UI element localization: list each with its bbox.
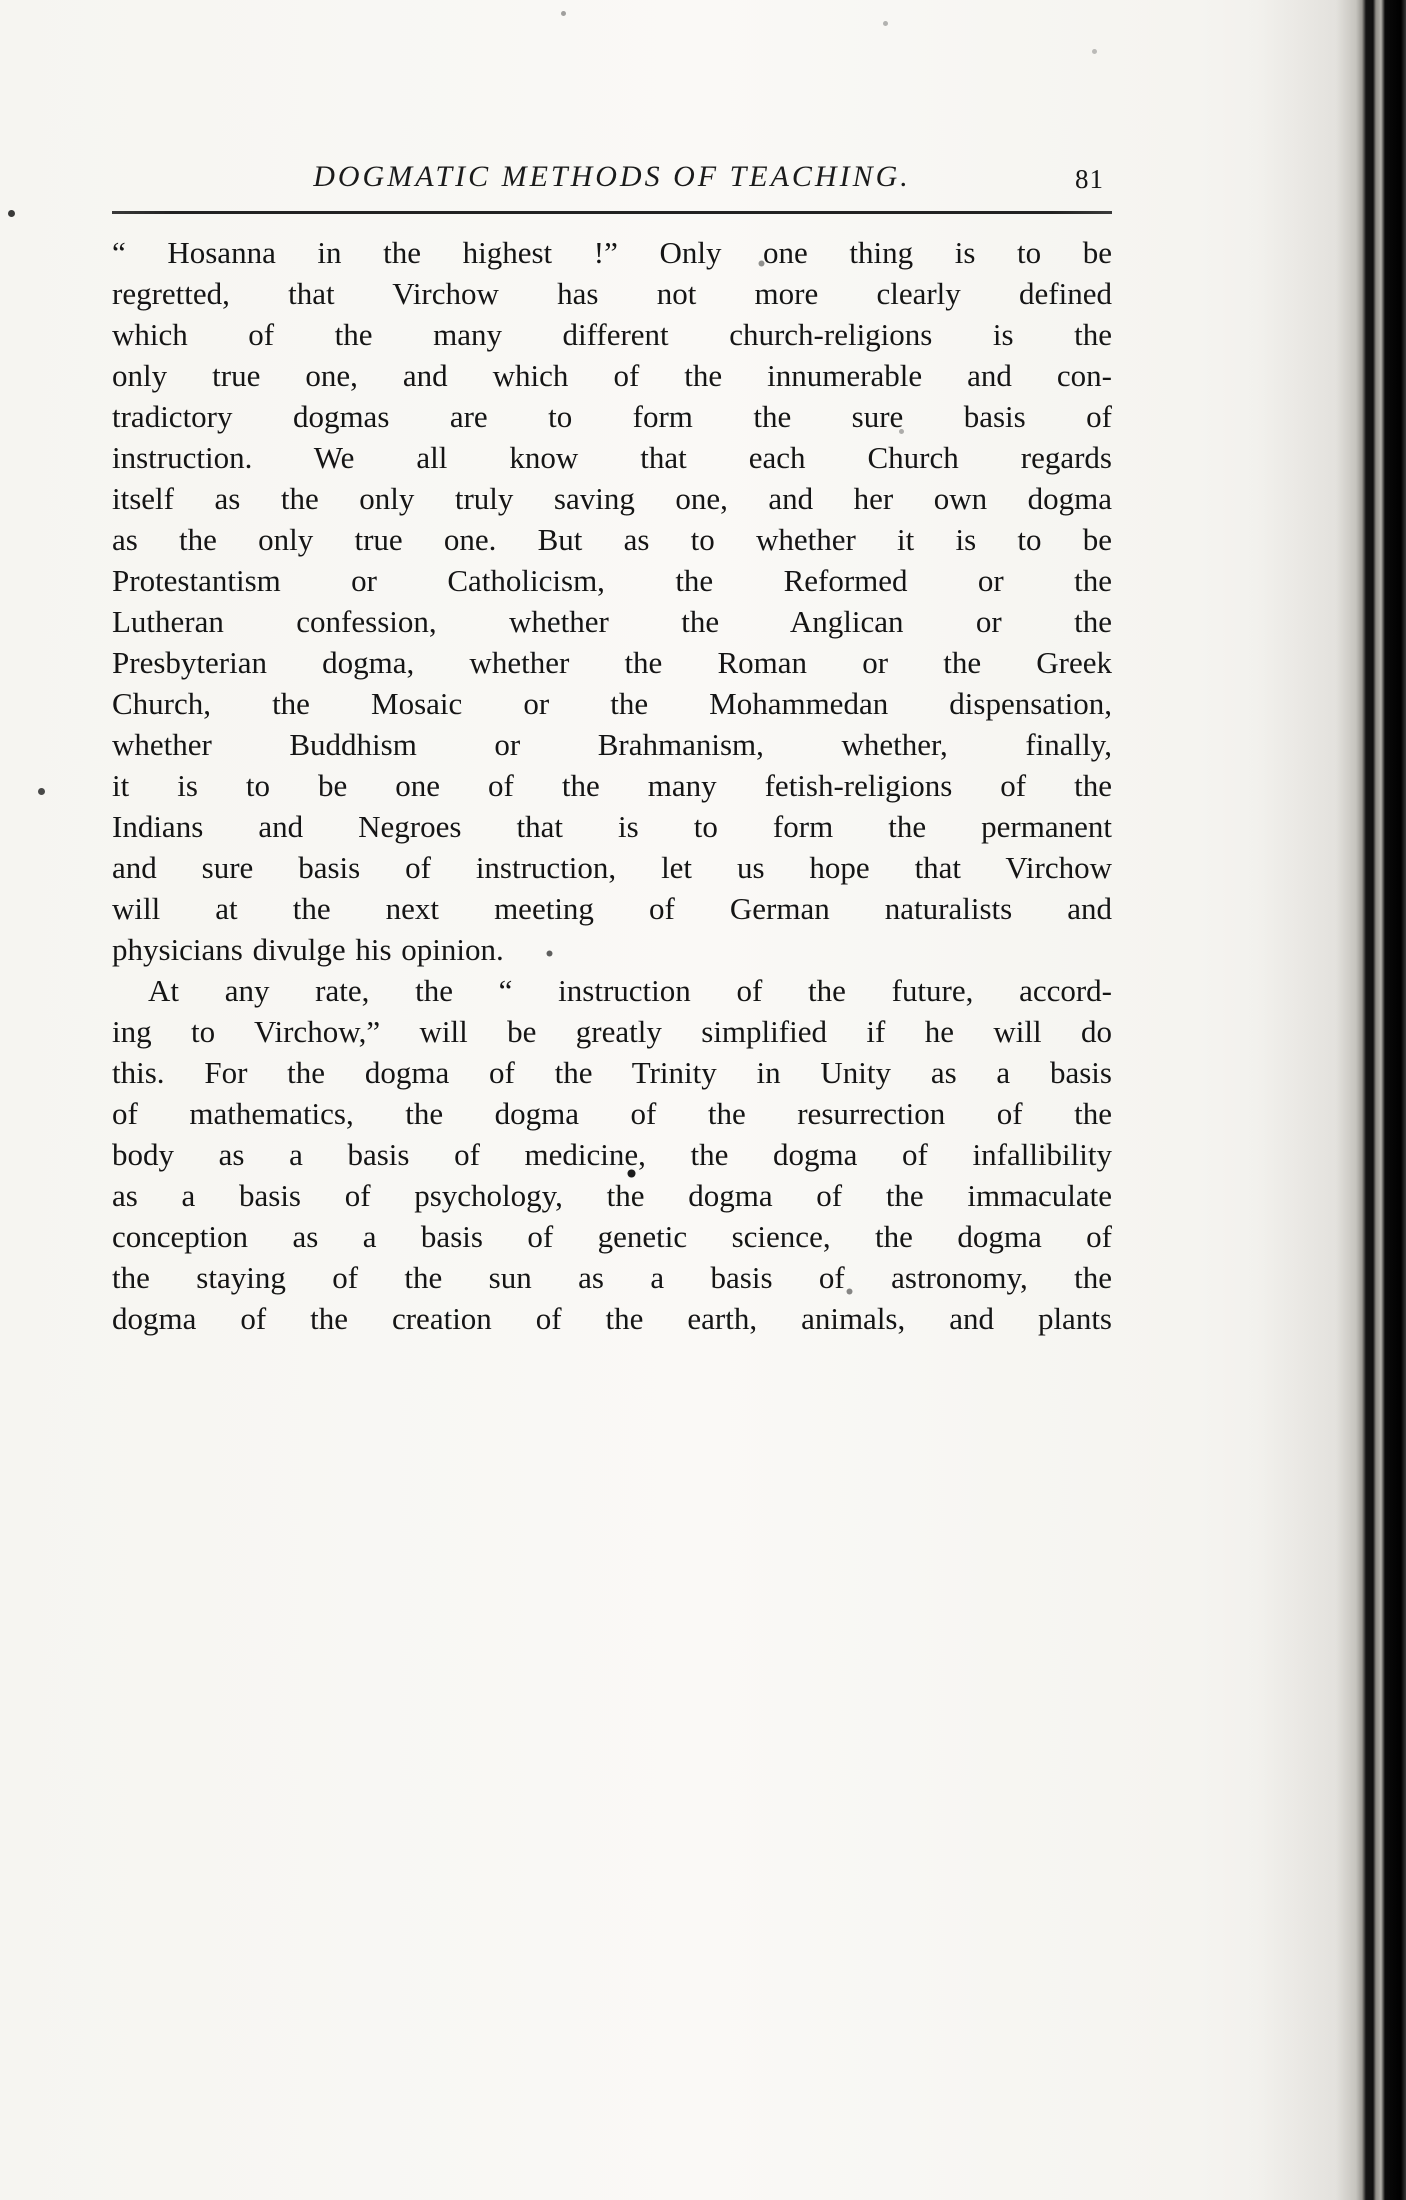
running-header: [112, 160, 1112, 204]
text-line: and sure basis of instruction, let us hope that Virchow: [112, 850, 1112, 885]
paragraph: [112, 970, 1112, 1339]
scan-noise-specks: [0, 0, 3, 3]
text-line: as a basis of psychology, the dogma of the immaculate: [112, 1178, 1112, 1213]
text-line: tradictory dogmas are to form the sure basis of: [112, 399, 1112, 434]
text-line: whether Buddhism or Brahmanism, whether, finally,: [112, 727, 1112, 762]
paragraph: [112, 232, 1112, 970]
text-line: only true one, and which of the innumerable and con-: [112, 358, 1112, 393]
text-line: Church, the Mosaic or the Mohammedan dispensation,: [112, 686, 1112, 721]
text-line: of mathematics, the dogma of the resurrection of the: [112, 1096, 1112, 1131]
page-number: 81: [1075, 164, 1104, 194]
text-line: this. For the dogma of the Trinity in Unity as a basis: [112, 1055, 1112, 1090]
text-line: will at the next meeting of German naturalists and: [112, 891, 1112, 926]
text-line: which of the many different church-religions is the: [112, 317, 1112, 352]
text-line: body as a basis of medicine, the dogma of infallibility: [112, 1137, 1112, 1172]
text-line: “ Hosanna in the highest !” Only one thing is to be: [112, 235, 1112, 270]
text-line: instruction. We all know that each Church regards: [112, 440, 1112, 475]
header-rule: [112, 211, 1112, 214]
text-line: ing to Virchow,” will be greatly simplified if he will do: [112, 1014, 1112, 1049]
text-line: conception as a basis of genetic science, the dogma of: [112, 1219, 1112, 1254]
text-line: physicians divulge his opinion.: [112, 932, 504, 967]
text-line: Lutheran confession, whether the Anglican or the: [112, 604, 1112, 639]
text-line: regretted, that Virchow has not more clearly defined: [112, 276, 1112, 311]
text-line: the staying of the sun as a basis of astronomy, the: [112, 1260, 1112, 1295]
text-line: Indians and Negroes that is to form the permanent: [112, 809, 1112, 844]
text-line: as the only true one. But as to whether it is to be: [112, 522, 1112, 557]
book-binding-shadow: [1256, 0, 1406, 2200]
running-title: DOGMATIC METHODS OF TEACHING.: [313, 160, 911, 193]
text-line: Presbyterian dogma, whether the Roman or the Greek: [112, 645, 1112, 680]
text-line: dogma of the creation of the earth, animals, and plants: [112, 1301, 1112, 1336]
text-line: At any rate, the “ instruction of the future, accord-: [148, 973, 1112, 1008]
text-line: Protestantism or Catholicism, the Reformed or the: [112, 563, 1112, 598]
body-text: [112, 232, 1112, 1339]
text-line: itself as the only truly saving one, and her own dogma: [112, 481, 1112, 516]
text-line: it is to be one of the many fetish-religions of the: [112, 768, 1112, 803]
page-content: [112, 160, 1112, 1339]
